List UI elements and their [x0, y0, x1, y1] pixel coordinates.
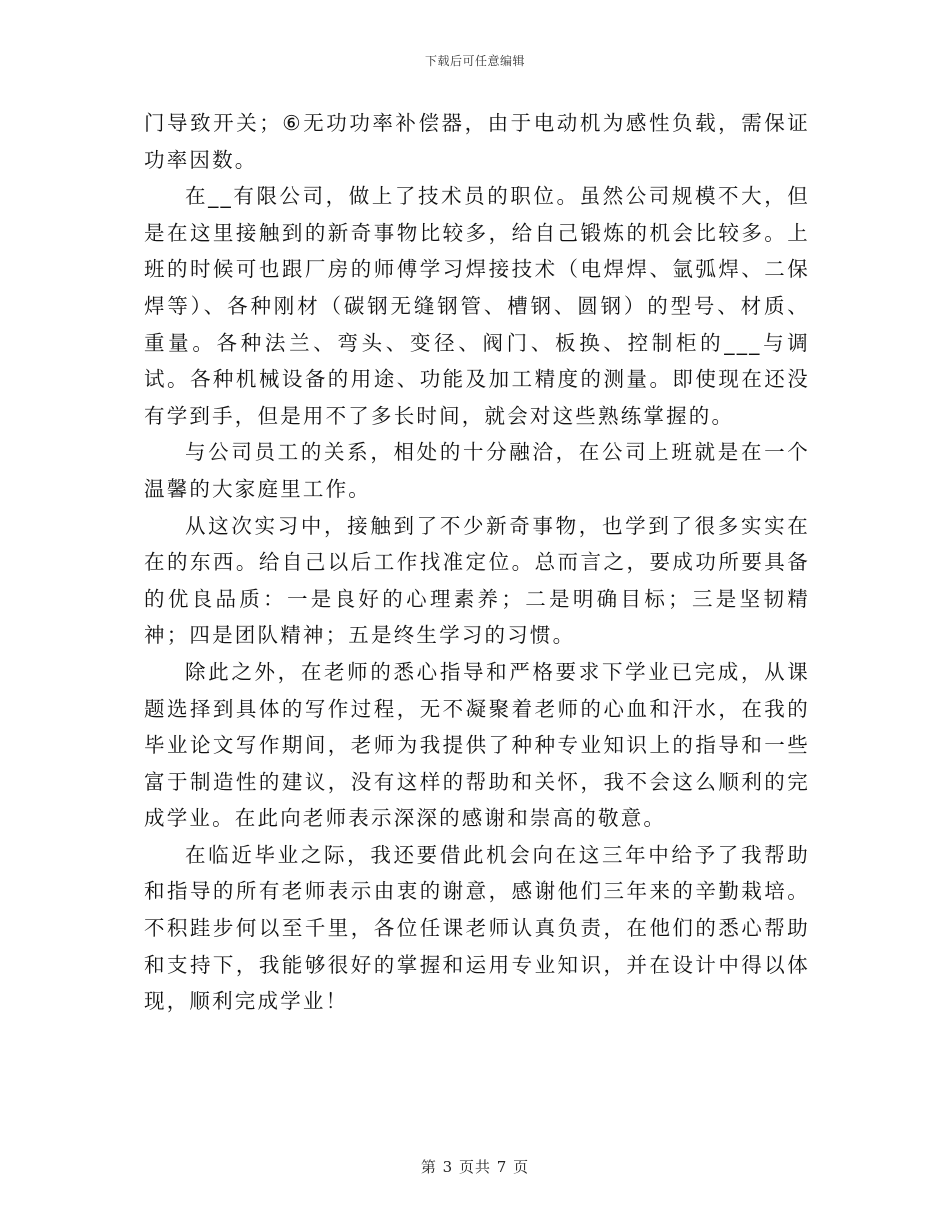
document-body	[144, 105, 810, 1020]
paragraph-6: 在临近毕业之际，我还要借此机会向在这三年中给予了我帮助和指导的所有老师表示由衷的谢意，感谢他们三年来的辛勤栽培。不积跬步何以至千里，各位任课老师认真负责，在他们的悉心帮助和支持下，我能够很好的掌握和运用专业知识，并在设计中得以体现，顺利完成学业！	[144, 842, 810, 1014]
paragraph-2: 在__有限公司，做上了技术员的职位。虽然公司规模不大，但是在这里接触到的新奇事物比较多，给自己锻炼的机会比较多。上班的时候可也跟厂房的师傅学习焊接技术（电焊焊、氩弧焊、二保焊等）、各种刚材（碳钢无缝钢管、槽钢、圆钢）的型号、材质、重量。各种法兰、弯头、变径、阀门、板换、控制柜的___与调试。各种机械设备的用途、功能及加工精度的测量。即使现在还没有学到手，但是用不了多长时间，就会对这些熟练掌握的。	[144, 184, 810, 428]
page-header: 下载后可任意编辑	[424, 54, 525, 68]
page-number-footer: 第 3 页共 7 页	[420, 1158, 530, 1176]
paragraph-5: 除此之外，在老师的悉心指导和严格要求下学业已完成，从课题选择到具体的写作过程，无不凝聚着老师的心血和汗水，在我的毕业论文写作期间，老师为我提供了种种专业知识上的指导和一些富于制造性的建议，没有这样的帮助和关怀，我不会这么顺利的完成学业。在此向老师表示深深的感谢和崇高的敬意。	[144, 659, 810, 831]
paragraph-1: 门导致开关；⑥无功功率补偿器，由于电动机为感性负载，需保证功率因数。	[144, 111, 810, 172]
paragraph-4: 从这次实习中，接触到了不少新奇事物，也学到了很多实实在在的东西。给自己以后工作找准定位。总而言之，要成功所要具备的优良品质：一是良好的心理素养；二是明确目标；三是坚韧精神；四是团队精神；五是终生学习的习惯。	[144, 513, 810, 648]
paragraph-3: 与公司员工的关系，相处的十分融洽，在公司上班就是在一个温馨的大家庭里工作。	[144, 440, 810, 501]
